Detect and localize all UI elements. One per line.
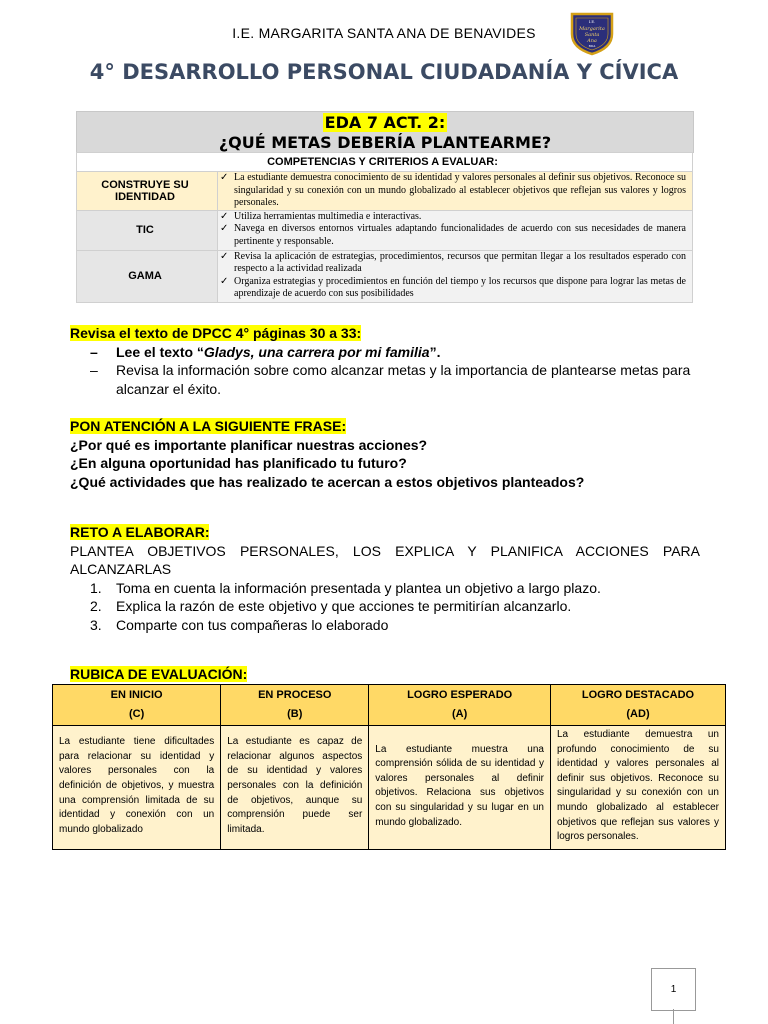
rubric-header-destacado: LOGRO DESTACADO (AD) [551, 685, 726, 726]
rubric-table [52, 684, 726, 850]
check-icon: ✓ [220, 223, 229, 234]
rubric-cell-inicio: La estudiante tiene dificultades para relacionar su identidad y valores personales con la definición de objetivos, y muestra una comprensión limitada de su identidad y conexión con un mundo globalizado [53, 726, 221, 850]
competency-name: TIC [77, 210, 218, 250]
svg-text:Santa: Santa [584, 32, 600, 38]
step-item: 1. Toma en cuenta la información presentada y plantea un objetivo a largo plazo. [90, 579, 601, 596]
rubric-header-esperado: LOGRO ESPERADO (A) [369, 685, 551, 726]
reto-section [70, 523, 700, 634]
list-item: – Revisa la información sobre como alcanzar metas y la importancia de plantearse metas para alcanzar el éxito. [90, 362, 691, 397]
rubrica-heading: RUBICA DE EVALUACIÓN: [70, 666, 248, 682]
rubric-header-proceso: EN PROCESO (B) [221, 685, 369, 726]
activity-label: EDA 7 ACT. 2: [324, 113, 446, 132]
question-item: ¿Por qué es importante planificar nuestras acciones? [70, 436, 428, 453]
rubric-cell-destacado: La estudiante demuestra un profundo conocimiento de su identidad y valores personales al definir sus objetivos. Reconoce su singularidad y su conexión con un mundo globalizado al establecer objetivos que reflejan sus valores y logros personales. [551, 726, 726, 850]
competency-row [77, 210, 693, 250]
competency-row [77, 250, 693, 302]
question-item: ¿Qué actividades que has realizado te acercan a estos objetivos planteados? [70, 473, 585, 490]
competencies-heading: COMPETENCIAS Y CRITERIOS A EVALUAR: [77, 153, 693, 172]
competency-criteria: ✓ Revisa la aplicación de estrategias, procedimientos, recursos que permitan llegar a los resultados esperado con respecto a la actividad realizada ✓ Organiza estrategias y procedimientos en función del tiempo y los recursos que dispone para lograr las metas de aprendizaje de acuerdo con sus posibilidades [218, 250, 693, 302]
svg-text:I.E.: I.E. [588, 20, 596, 24]
page-title: 4° DESARROLLO PERSONAL CIUDADANÍA Y CÍVICA [89, 60, 679, 84]
competency-row [77, 172, 693, 211]
rubric-cell-proceso: La estudiante es capaz de relacionar algunos aspectos de su identidad y valores personales con la definición de objetivos, aunque su comprensión puede ser limitada. [221, 726, 369, 850]
svg-text:BDA: BDA [588, 44, 596, 48]
page-number: 1 [651, 968, 696, 1011]
svg-text:Ana: Ana [587, 38, 597, 44]
school-name: I.E. MARGARITA SANTA ANA DE BENAVIDES [232, 25, 536, 41]
competencies-table [76, 152, 693, 303]
atencion-heading: PON ATENCIÓN A LA SIGUIENTE FRASE: [70, 418, 347, 434]
revisa-section [70, 324, 700, 398]
rubrica-section [70, 665, 700, 684]
reto-heading: RETO A ELABORAR: [70, 524, 210, 540]
list-item: – Lee el texto “Gladys, una carrera por mi familia”. [90, 343, 441, 360]
dash-bullet: – [90, 362, 98, 378]
check-icon: ✓ [220, 172, 229, 183]
page-number-divider [673, 1009, 674, 1024]
step-item: 2. Explica la razón de este objetivo y que acciones te permitirían alcanzarlo. [90, 598, 572, 614]
question-item: ¿En alguna oportunidad has planificado tu futuro? [70, 455, 407, 471]
competency-name: CONSTRUYE SU IDENTIDAD [77, 172, 218, 211]
competency-name: GAMA [77, 250, 218, 302]
step-item: 3. Comparte con tus compañeras lo elaborado [90, 616, 389, 633]
activity-header [76, 111, 694, 153]
svg-text:Margarita: Margarita [579, 26, 605, 32]
revisa-heading: Revisa el texto de DPCC 4° páginas 30 a 33: [70, 325, 362, 341]
rubric-cell-esperado: La estudiante muestra una comprensión sólida de su identidad y valores personales al definir objetivos. Relaciona sus objetivos con su singularidad y su lugar en un mundo globalizado. [369, 726, 551, 850]
check-icon: ✓ [220, 275, 229, 287]
atencion-section [70, 417, 700, 491]
dash-bullet: – [90, 343, 98, 360]
check-icon: ✓ [220, 210, 229, 222]
competency-criteria: ✓ Utiliza herramientas multimedia e interactivas. ✓ Navega en diversos entornos virtuales adaptando funcionalidades de acuerdo con sus necesidades de manera pertinente y responsable. [218, 210, 693, 250]
activity-question: ¿QUÉ METAS DEBERÍA PLANTEARME? [218, 133, 552, 152]
school-crest-logo [569, 10, 615, 56]
check-icon: ✓ [220, 250, 229, 262]
rubric-header-inicio: EN INICIO (C) [53, 685, 221, 726]
reto-text: PLANTEA OBJETIVOS PERSONALES, LOS EXPLICA Y PLANIFICA ACCIONES PARA ALCANZARLAS [70, 542, 700, 577]
competency-criteria: ✓ La estudiante demuestra conocimiento de su identidad y valores personales al definir sus objetivos. Reconoce su singularidad y su conexión con un mundo globalizado al establecer objetivos que reflejan sus valores y logros personales. [218, 172, 693, 211]
